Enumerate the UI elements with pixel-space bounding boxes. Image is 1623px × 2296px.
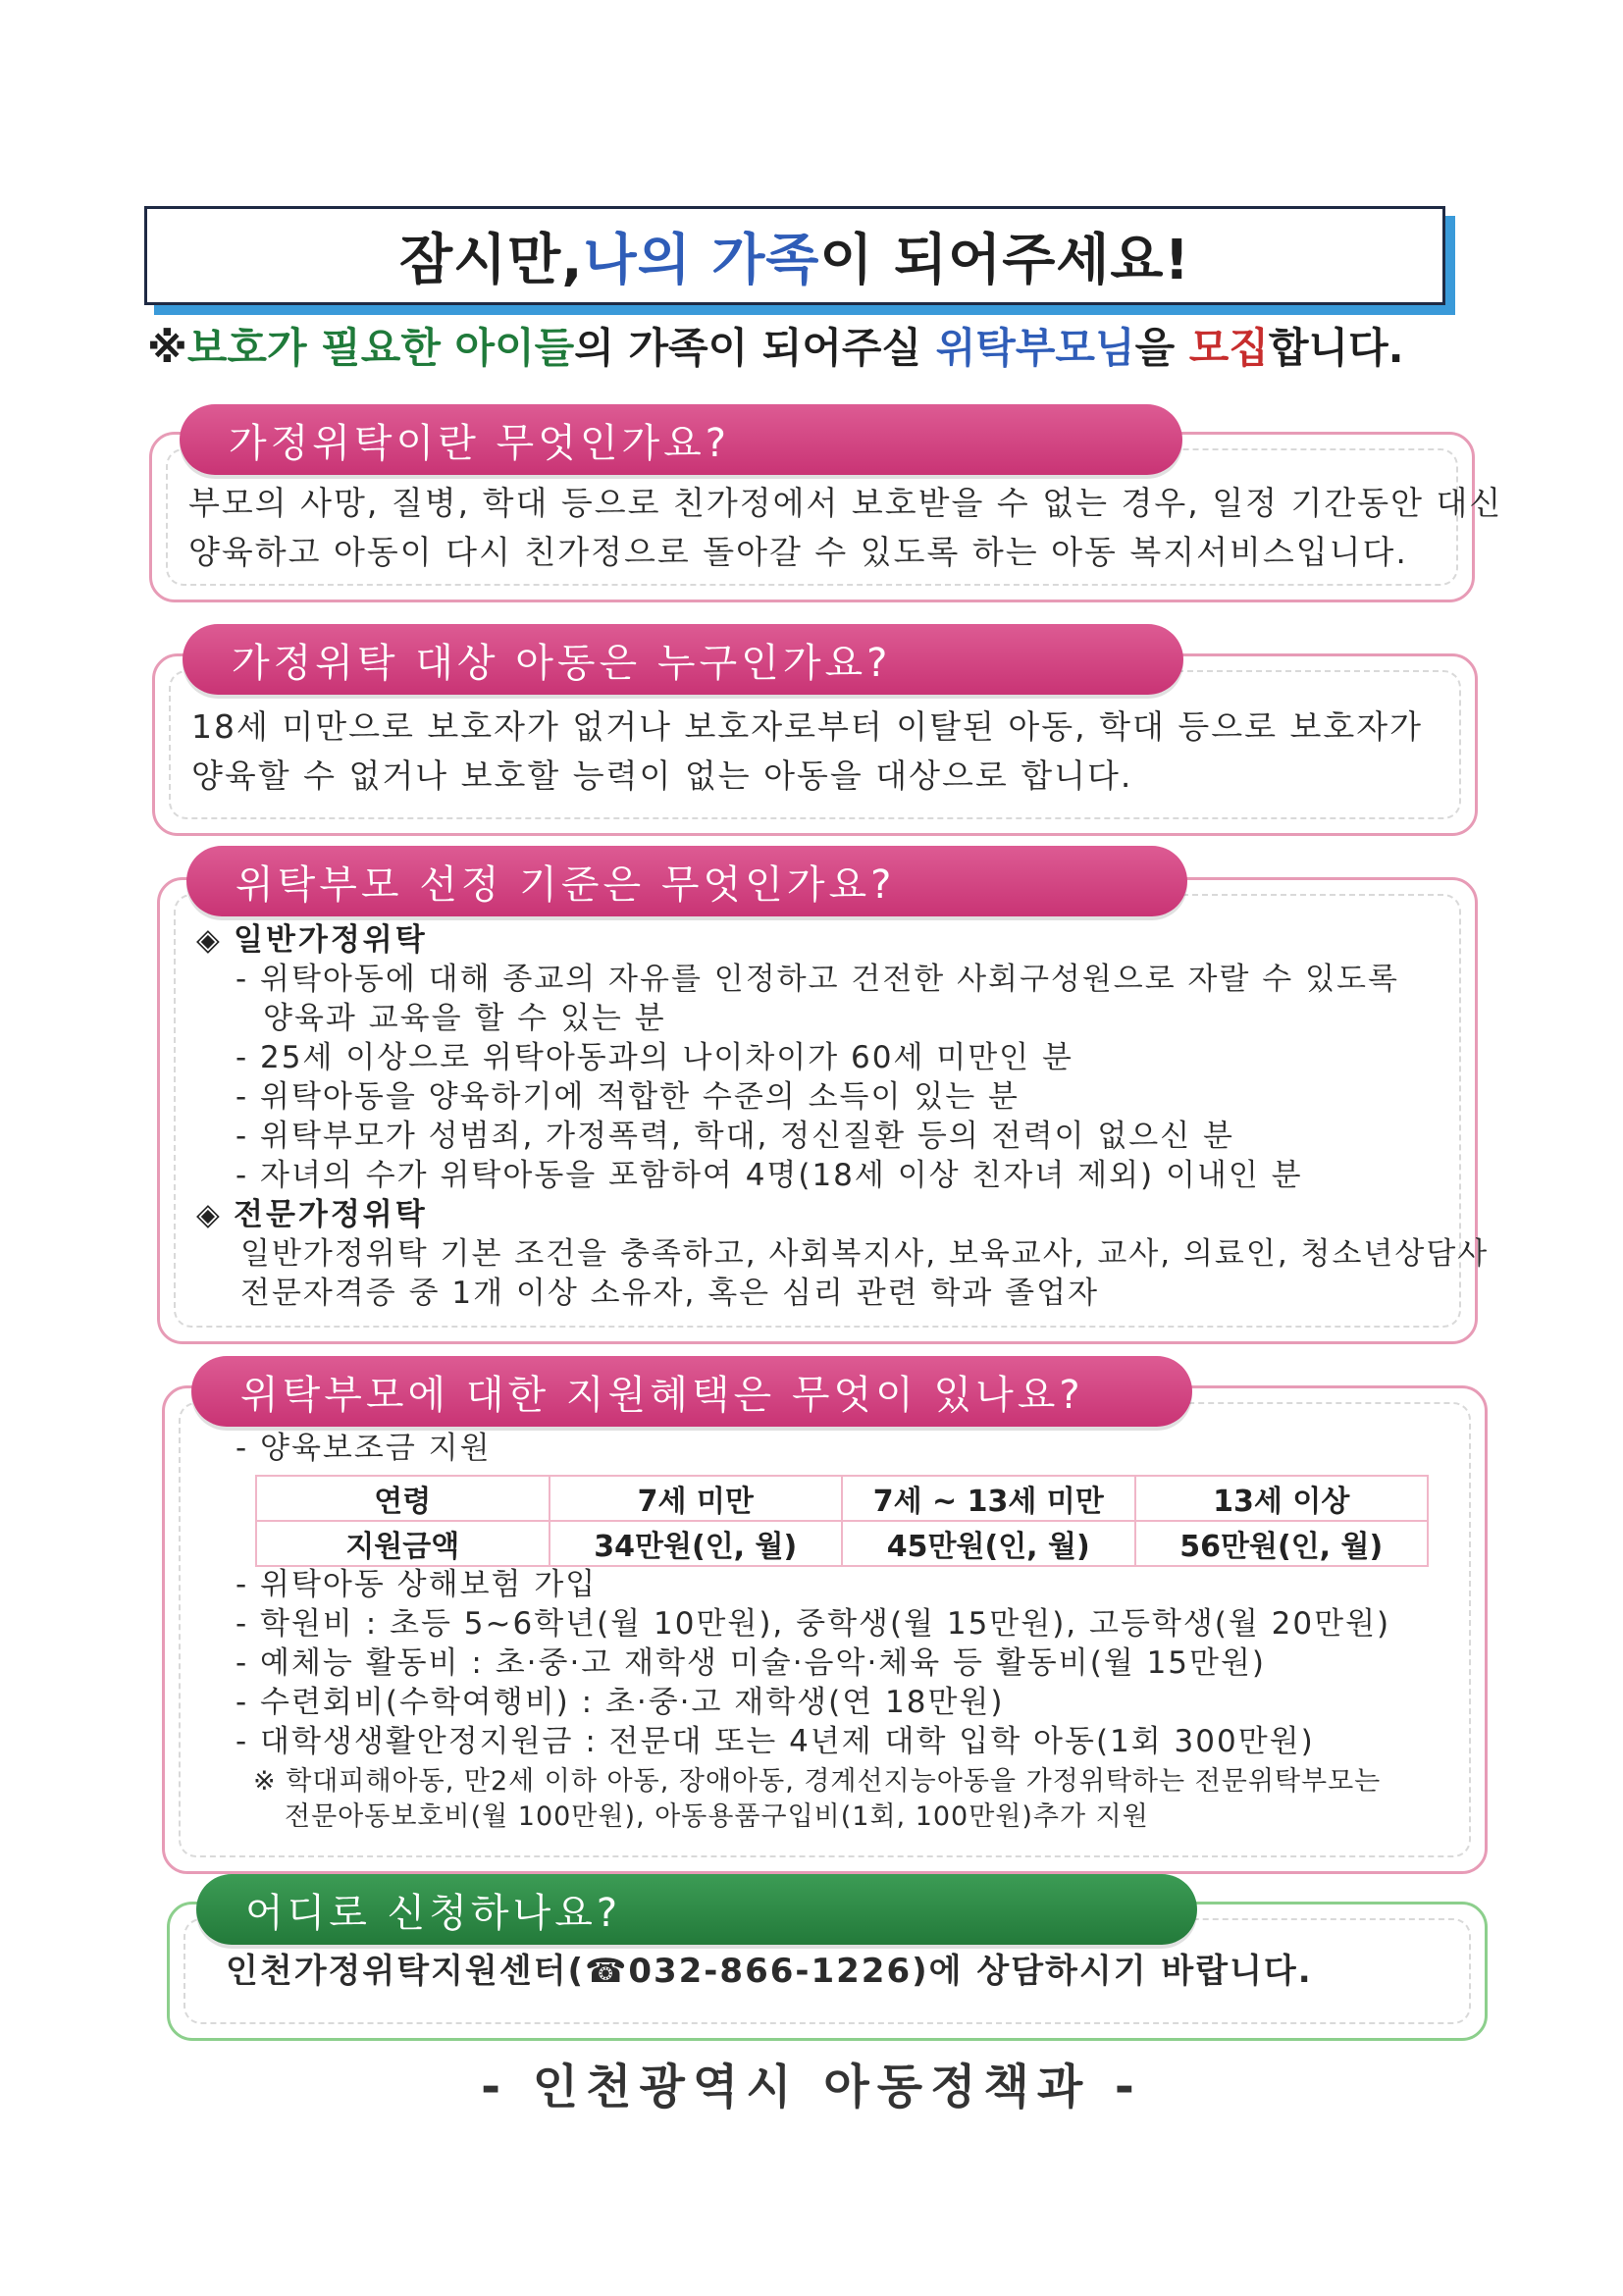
section-heading-support-benefits [191,1356,1192,1427]
special-foster-heading [196,1195,1489,1234]
subtitle-children: 보호가 필요한 아이들 [186,324,575,372]
support-items [236,1565,1390,1761]
title-part1: 잠시만, [398,228,584,292]
table-cell: 45만원(인, 월) [842,1521,1135,1566]
criteria-item: - 위탁아동에 대해 종교의 자유를 인정하고 건전한 사회구성원으로 자랄 수 있도록 [236,962,1399,997]
table-cell: 34만원(인, 월) [550,1521,843,1566]
footer-department: - 인천광역시 아동정책과 - [481,2060,1142,2114]
support-item: - 학원비 : 초등 5~6학년(월 10만원), 중학생(월 15만원), 고등학생(월 20만원) [236,1606,1391,1642]
apply-text: 인천가정위탁지원센터(☎032-866-1226)에 상담하시기 바랍니다. [226,1952,1313,1991]
section-heading-selection-criteria [186,846,1187,916]
table-cell: 7세 미만 [550,1476,843,1521]
general-foster-heading [196,920,1489,960]
heading-text: 위탁부모 선정 기준은 무엇인가요? [236,861,896,908]
support-item: - 위탁아동 상해보험 가입 [236,1567,598,1602]
subtitle-end: 합니다. [1268,324,1404,372]
allowance-table [255,1475,1429,1567]
general-foster-title: 일반가정위탁 [234,922,428,958]
subtitle-mark: ※ [147,324,187,372]
diamond-icon: ◈ [196,1197,223,1232]
diamond-icon: ◈ [196,922,223,958]
criteria-item-cont: 양육과 교육을 할 수 있는 분 [263,1001,666,1036]
criteria-special-line: 전문자격증 중 1개 이상 소유자, 혹은 심리 관련 학과 졸업자 [240,1276,1100,1311]
section-body-what-is-foster [188,479,1502,577]
section-body-selection-criteria [196,920,1489,1313]
table-cell: 연령 [256,1476,550,1521]
subtitle-foster-parents: 위탁부모님 [935,324,1135,372]
title-part3: 이 되어주세요! [819,228,1191,292]
note-line: 전문아동보호비(월 100만원), 아동용품구입비(1회, 100만원)추가 지원 [285,1801,1149,1832]
page-title [144,206,1445,305]
table-cell: 지원금액 [256,1521,550,1566]
criteria-item: - 자녀의 수가 위탁아동을 포함하여 4명(18세 이상 친자녀 제외) 이내인 분 [236,1158,1303,1193]
subtitle-text: 의 가족이 되어주실 [574,324,936,372]
criteria-item: - 위탁아동을 양육하기에 적합한 수준의 소득이 있는 분 [236,1079,1020,1115]
support-item: - 예체능 활동비 : 초·중·고 재학생 미술·음악·체육 등 활동비(월 15만원) [236,1645,1267,1681]
section-heading-where-to-apply [196,1874,1197,1945]
support-item: - 대학생생활안정지원금 : 전문대 또는 4년제 대학 입학 아동(1회 300만원) [236,1724,1315,1759]
text-line: 18세 미만으로 보호자가 없거나 보호자로부터 이탈된 아동, 학대 등으로 보호자가 [191,707,1423,746]
text-line: 부모의 사망, 질병, 학대 등으로 친가정에서 보호받을 수 없는 경우, 일정 기간동안 대신 [188,484,1503,522]
section-heading-target-children [183,624,1183,695]
support-note [253,1764,1381,1835]
special-foster-title: 전문가정위탁 [234,1197,428,1232]
allowance-text: - 양육보조금 지원 [236,1431,492,1466]
section-heading-what-is-foster [180,404,1182,475]
criteria-item: - 25세 이상으로 위탁아동과의 나이차이가 60세 미만인 분 [236,1040,1073,1075]
subtitle-particle: 을 [1134,324,1189,372]
criteria-item: - 위탁부모가 성범죄, 가정폭력, 학대, 정신질환 등의 전력이 없으신 분 [236,1119,1234,1154]
table-row [256,1476,1428,1521]
heading-text: 어디로 신청하나요? [245,1890,622,1936]
text-line: 양육하고 아동이 다시 친가정으로 돌아갈 수 있도록 하는 아동 복지서비스입니다. [188,533,1408,571]
table-cell: 13세 이상 [1135,1476,1429,1521]
criteria-special-line: 일반가정위탁 기본 조건을 충족하고, 사회복지사, 보육교사, 교사, 의료인, 청소년상담사 [240,1236,1490,1272]
table-cell: 7세 ~ 13세 미만 [842,1476,1135,1521]
support-item: - 수련회비(수학여행비) : 초·중·고 재학생(연 18만원) [236,1685,1005,1720]
note-line: ※ 학대피해아동, 만2세 이하 아동, 장애아동, 경계선지능아동을 가정위탁하는 전문위탁부모는 [253,1766,1382,1797]
heading-text: 위탁부모에 대한 지원혜택은 무엇이 있나요? [240,1372,1084,1418]
section-body-target-children [191,703,1423,801]
subtitle [147,316,1462,375]
heading-text: 가정위탁 대상 아동은 누구인가요? [232,640,892,686]
table-cell: 56만원(인, 월) [1135,1521,1429,1566]
table-row [256,1521,1428,1566]
heading-text: 가정위탁이란 무엇인가요? [229,420,730,466]
title-part2: 나의 가족 [583,228,820,292]
apply-info [226,1947,1313,1996]
text-line: 양육할 수 없거나 보호할 능력이 없는 아동을 대상으로 합니다. [191,757,1133,795]
allowance-label [236,1429,492,1468]
subtitle-recruit: 모집 [1188,324,1269,372]
